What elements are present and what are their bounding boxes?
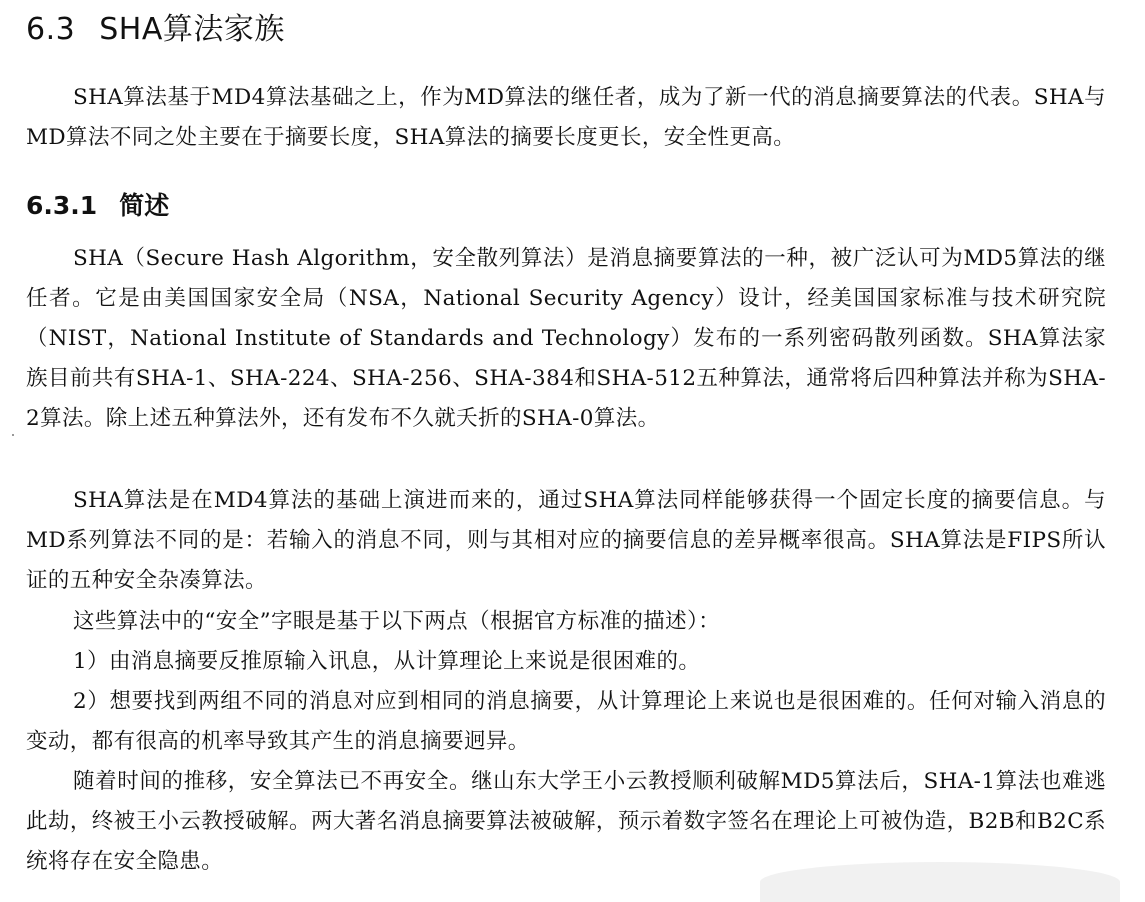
section-heading [26, 4, 285, 48]
section-title: SHA算法家族 [99, 12, 285, 47]
paragraph-sha-broken: 随着时间的推移，安全算法已不再安全。继山东大学王小云教授顺利破解MD5算法后，SHA-1算法也难逃此劫，终被王小云教授破解。两大著名消息摘要算法被破解，预示着数字签名在理论上可被伪造，B2B和B2C系统将存在安全隐患。 [26, 769, 1106, 874]
scan-smudge [760, 862, 1120, 902]
paragraph-sha-overview: SHA（Secure Hash Algorithm，安全散列算法）是消息摘要算法的一种，被广泛认可为MD5算法的继任者。它是由美国国家安全局（NSA，National Security Agency）设计，经美国国家标准与技术研究院（NIST，National Institute of Standards and Technology）发布的一系列密码散列函数。SHA算法家族目前共有SHA-1、SHA-224、SHA-256、SHA-384和SHA-512五种算法，通常将后四种算法并称为SHA-2算法。除上述五种算法外，还有发布不久就夭折的SHA-0算法。 [26, 246, 1106, 431]
paragraph-security-basis: 这些算法中的“安全”字眼是基于以下两点（根据官方标准的描述）： [73, 609, 721, 634]
subsection-title: 简述 [119, 191, 170, 220]
list-item-1: 1）由消息摘要反推原输入讯息，从计算理论上来说是很困难的。 [73, 649, 701, 674]
scan-speck [12, 434, 14, 436]
section-number: 6.3 [26, 12, 76, 47]
subsection-number: 6.3.1 [26, 191, 98, 220]
subsection-heading [26, 186, 169, 222]
list-item-2: 2）想要找到两组不同的消息对应到相同的消息摘要，从计算理论上来说也是很困难的。任何对输入消息的变动，都有很高的机率导致其产生的消息摘要迥异。 [26, 689, 1106, 754]
paragraph-sha-evolution: SHA算法是在MD4算法的基础上演进而来的，通过SHA算法同样能够获得一个固定长度的摘要信息。与MD系列算法不同的是：若输入的消息不同，则与其相对应的摘要信息的差异概率很高。SHA算法是FIPS所认证的五种安全杂凑算法。 [26, 488, 1106, 593]
intro-paragraph: SHA算法基于MD4算法基础之上，作为MD算法的继任者，成为了新一代的消息摘要算法的代表。SHA与MD算法不同之处主要在于摘要长度，SHA算法的摘要长度更长，安全性更高。 [26, 85, 1106, 150]
